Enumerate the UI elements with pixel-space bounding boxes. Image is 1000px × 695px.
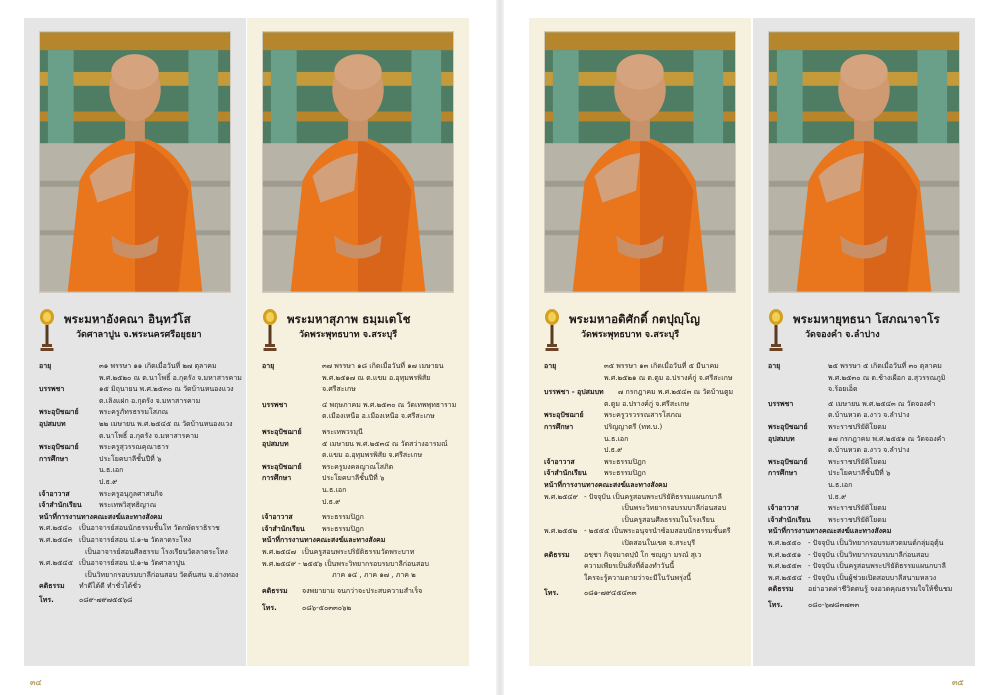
upasampada-line: ๑๗ กรกฎาคม พ.ศ.๒๕๕๑ ณ วัดจองคำ	[828, 434, 946, 443]
ordination-line: ๔ พฤษภาคม พ.ศ.๒๕๓๐ ณ วัดเทพพุทธาราม	[322, 400, 457, 409]
duties-heading: หน้าที่การงานทางคณะสงฆ์และทางสังคม	[768, 527, 892, 536]
education-label: การศึกษา	[39, 454, 69, 463]
page-number-right: ๓๕	[952, 678, 964, 687]
phone-label: โทร.	[262, 604, 277, 613]
preceptor-label: พระอุปัชฌาย์	[768, 457, 808, 466]
motto-label: คติธรรม	[39, 582, 65, 591]
abbot-label: เจ้าอาวาส	[39, 489, 70, 498]
duty-line: ภาค ๑๔ , ภาค ๑๗ , ภาค ๒	[332, 571, 416, 580]
monk-temple: วัดพระพุทธบาท จ.สระบุรี	[299, 330, 398, 340]
duty-line: เป็นอาจารย์สอน ป.๑-๒ วัดศาลาปูน	[79, 559, 185, 568]
duty-line: - ปัจจุบัน เป็นครูสอนพระปริยัติธรรมแผนกบาลี	[808, 562, 946, 571]
preceptor-label: พระอุปัชฌาย์	[39, 408, 79, 417]
duty-line: - ปัจจุบัน เป็นครูสอนพระปริยัติธรรมแผนกบาลี	[584, 492, 722, 501]
monk-name: พระมหาอดิศักดิ์ กตปุญฺโญ	[569, 312, 700, 326]
motto-label: คติธรรม	[262, 586, 288, 595]
monk-temple: วัดพระพุทธบาท จ.สระบุรี	[581, 330, 680, 340]
duty-line: เป็นอาจารย์สอนนักธรรมชั้นโท วัดกษัตราธิราช	[79, 524, 220, 533]
age-line: ๒๕ พรรษา ๕ เกิดเมื่อวันที่ ๓๐ ตุลาคม	[828, 362, 942, 370]
residence-label: เจ้าสำนักเรียน	[262, 524, 305, 533]
phone-label: โทร.	[768, 600, 783, 609]
monk-bio	[39, 361, 240, 606]
education-line: ป.ธ.๙	[99, 477, 118, 486]
upasampada-label: อุปสมบท	[768, 434, 795, 443]
education-line: น.ธ.เอก	[604, 434, 629, 443]
education-line: ประโยคบาลีชั้นปีที่ ๖	[828, 469, 891, 478]
phone-label: โทร.	[544, 589, 559, 598]
phone-value: ๐๘๐-๖๗๘๓๗๓๓	[808, 600, 860, 609]
age-line: ๓๕ พรรษา ๑๓ เกิดเมื่อวันที่ ๕ มีนาคม	[604, 362, 719, 370]
duties-heading: หน้าที่การงานทางคณะสงฆ์และทางสังคม	[39, 512, 163, 521]
age-label: อายุ	[544, 362, 557, 370]
ordination-line: ต.เลิงแฝก อ.กุดรัง จ.มหาสารคาม	[99, 396, 201, 405]
fan-emblem-icon	[768, 308, 784, 354]
upasampada-line: ต.แขม อ.อุทุมพรพิสัย จ.ศรีสะเกษ	[322, 451, 423, 460]
ordination-line: ๑๕ มิถุนายน พ.ศ.๒๕๓๐ ณ วัดบ้านหนองแวง	[99, 385, 234, 394]
duty-date: พ.ศ.๒๕๕๑	[768, 550, 802, 559]
motto-line: ใครจะรู้ความตายว่าจะมีในวันพรุ่งนี้	[584, 573, 692, 582]
preceptor-value: พระราชปริยัติโยดม	[828, 422, 887, 431]
preceptor-value: พระครูวรวรรณสารโสภณ	[604, 411, 682, 420]
monk-photo	[768, 31, 960, 293]
motto-label: คติธรรม	[544, 550, 570, 559]
motto-line: ความเพียรเป็นสิ่งที่ต้องทำวันนี้	[584, 562, 675, 571]
duty-line: - ปัจจุบัน เป็นผู้ช่วยเปิดสอบบาลีสนามหลวง	[808, 573, 937, 582]
duty-date: พ.ศ.๒๕๕๐	[768, 538, 801, 547]
fan-emblem-icon	[39, 308, 55, 354]
age-line: พ.ศ.๒๕๒๐ ณ ต.นาโพธิ์ อ.กุดรัง จ.มหาสารคาม	[99, 373, 242, 382]
duty-line: เปิดสอนในเขต จ.สระบุรี	[622, 538, 696, 547]
education-line: ประโยคบาลีชั้นปีที่ ๖	[99, 454, 162, 463]
duty-date: พ.ศ.๒๕๕๒	[544, 527, 578, 536]
monk-temple: วัดศาลาปูน จ.พระนครศรีอยุธยา	[76, 330, 202, 340]
motto-value: อย่าอวดค่าชีวิตตนรู้ จงอวดคุณธรรมใจให้ชื่นชม	[808, 585, 953, 594]
ordination-upasampada-line: ๗ กรกฎาคม พ.ศ.๒๕๔๓ ณ วัดบ้านตูม	[618, 388, 734, 397]
upasampada-preceptor-value: พระครูสุวรรณคุณาธาร	[99, 443, 169, 452]
monk-photo	[262, 31, 454, 293]
upasampada-preceptor-value: พระราชปริยัติโยดม	[828, 457, 887, 466]
monk-name: พระมหาอังคณา อินฺทวํโส	[64, 312, 191, 326]
duty-date: พ.ศ.๒๕๕๓	[768, 562, 802, 571]
phone-label: โทร.	[39, 595, 54, 604]
abbot-value: พระธรรมปิฎก	[604, 457, 646, 466]
age-label: อายุ	[768, 362, 781, 370]
education-line: น.ธ.เอก	[828, 480, 853, 489]
duty-date: พ.ศ.๒๕๔๙	[544, 492, 578, 501]
age-line: ๓๗ พรรษา ๑๘ เกิดเมื่อวันที่ ๑๗ เมษายน	[322, 362, 444, 370]
ordination-upasampada-line: ต.ตูม อ.ปรางค์กู่ จ.ศรีสะเกษ	[604, 399, 690, 408]
duty-line: เป็นอาจารย์สอนศีลธรรม โรงเรียนวัดลาดระโหง	[85, 547, 228, 556]
fan-emblem-icon	[544, 308, 560, 354]
duty-line: เป็นครูสอนศีลธรรมในโรงเรียน	[622, 515, 715, 524]
preceptor-label: พระอุปัชฌาย์	[544, 411, 584, 420]
education-line: ปริญญาตรี (ทท.บ.)	[604, 422, 663, 431]
monk-name: พระมหาสุภาพ ธมฺมเตโช	[287, 312, 411, 326]
duty-date: พ.ศ.๒๕๕๔	[768, 573, 803, 582]
education-line: ป.ธ.๙	[604, 446, 623, 455]
motto-value: จงพยายาม จนกว่าจะประสบความสำเร็จ	[302, 586, 423, 595]
upasampada-line: ต.บ้านหวด อ.งาว จ.ลำปาง	[828, 446, 910, 455]
phone-value: ๐๘๖-๕๐๓๓๐๖๒	[302, 604, 352, 613]
education-label: การศึกษา	[768, 469, 798, 478]
ordination-upasampada-label: บรรพชา - อุปสมบท	[544, 388, 604, 397]
ordination-label: บรรพชา	[39, 385, 65, 394]
ordination-line: ๕ เมษายน พ.ศ.๒๕๔๓ ณ วัดจองคำ	[828, 399, 936, 408]
age-line: ๓๑ พรรษา ๑๑ เกิดเมื่อวันที่ ๒๗ ตุลาคม	[99, 362, 217, 370]
abbot-label: เจ้าอาวาส	[768, 504, 799, 513]
preceptor-value: พระเทพวรมุนี	[322, 427, 363, 436]
preceptor-label: พระอุปัชฌาย์	[768, 422, 808, 431]
duty-date: พ.ศ.๒๕๔๓	[39, 535, 73, 544]
residence-value: พระธรรมปิฎก	[322, 524, 364, 533]
ordination-line: ต.เมืองเหนือ อ.เมืองเหนือ จ.ศรีสะเกษ	[322, 412, 435, 421]
upasampada-line: ต.นาโพธิ์ อ.กุดรัง จ.มหาสารคาม	[99, 431, 199, 440]
upasampada-label: อุปสมบท	[39, 419, 66, 428]
duty-date: พ.ศ.๒๕๔๕	[39, 559, 74, 568]
monk-bio	[544, 361, 745, 600]
monk-temple: วัดจองคำ จ.ลำปาง	[805, 330, 880, 340]
monk-photo	[39, 31, 231, 293]
preceptor-value: พระครูภัทรธรรมโสภณ	[99, 408, 169, 417]
duty-line: - ปัจจุบัน เป็นวิทยากรอบรมสวดมนต์กลุ่มอุตุ้น	[808, 538, 944, 547]
page-gutter	[496, 0, 504, 695]
duty-line: เป็นพระวิทยากรอบรมบาลีก่อนสอบ	[622, 504, 727, 513]
duty-line: เป็นอาจารย์สอน ป.๑-๒ วัดลาดระโหง	[79, 535, 192, 544]
monk-name: พระมหายุทธนา โสภณาจาโร	[793, 312, 940, 326]
duty-line: เป็นพระวิทยากรอบรมบาลีก่อนสอบ	[324, 559, 429, 568]
duty-date: พ.ศ.๒๕๔๙ - ๒๕๕๖	[262, 559, 323, 568]
abbot-value: พระครูอนุกูลศาสนกิจ	[99, 489, 163, 498]
abbot-value: พระธรรมปิฎก	[322, 513, 364, 522]
duty-line: เป็นครูสอนพระปริยัติธรรมวัดพระบาท	[302, 547, 415, 556]
residence-label: เจ้าสำนักเรียน	[768, 515, 811, 524]
upasampada-preceptor-value: พระครูมงคลญาณโสภิต	[322, 462, 394, 471]
duty-date: พ.ศ.๒๕๔๗	[262, 547, 296, 556]
motto-line: อชฺชา กิจฺจมาตปฺปํ โก ชญฺญา มรณํ สุเว	[584, 550, 702, 559]
preceptor-label: พระอุปัชฌาย์	[262, 462, 302, 471]
ordination-line: ต.บ้านหวด อ.งาว จ.ลำปาง	[828, 411, 910, 420]
duty-date: พ.ศ.๒๕๔๐	[39, 524, 72, 533]
abbot-label: เจ้าอาวาส	[262, 513, 293, 522]
age-label: อายุ	[39, 362, 52, 370]
preceptor-label: พระอุปัชฌาย์	[262, 427, 302, 436]
age-line: พ.ศ.๒๕๒๑ ณ ต.ตูม อ.ปรางค์กู่ จ.ศรีสะเกษ	[604, 373, 733, 382]
monk-profile-1	[24, 18, 246, 666]
page-number-left: ๓๔	[30, 678, 42, 687]
residence-value: พระธรรมปิฎก	[604, 469, 646, 478]
monk-bio	[768, 361, 969, 611]
monk-photo	[544, 31, 736, 293]
upasampada-line: ๕ เมษายน พ.ศ.๒๕๓๔ ณ วัดสว่างอารมณ์	[322, 439, 448, 448]
age-line: จ.ศรีสะเกษ	[322, 385, 356, 394]
fan-emblem-icon	[262, 308, 278, 354]
duty-line: - ปัจจุบัน เป็นวิทยากรอบรมบาลีก่อนสอบ	[808, 550, 929, 559]
phone-value: ๐๘๑-๗๙๔๕๔๓๓	[584, 589, 637, 598]
residence-label: เจ้าสำนักเรียน	[39, 501, 82, 510]
education-label: การศึกษา	[544, 422, 574, 431]
monk-profile-4	[753, 18, 975, 666]
education-line: ป.ธ.๙	[828, 492, 847, 501]
age-line: พ.ศ.๒๕๓๐ ณ ต.ช้างเผือก อ.สุวรรณภูมิ	[828, 373, 946, 382]
motto-label: คติธรรม	[768, 585, 794, 594]
age-label: อายุ	[262, 362, 275, 370]
residence-value: พระราชปริยัติโยดม	[828, 515, 887, 524]
preceptor-label: พระอุปัชฌาย์	[39, 443, 79, 452]
phone-value: ๐๘๙-๗๙๗๕๕๖๘	[79, 595, 133, 604]
education-line: ประโยคบาลีชั้นปีที่ ๖	[322, 474, 385, 483]
motto-value: ทำดีได้ดี ทำชั่วได้ชั่ว	[79, 582, 141, 591]
education-line: น.ธ.เอก	[99, 466, 124, 475]
monk-profile-3	[529, 18, 751, 666]
upasampada-line: ๒๒ เมษายน พ.ศ.๒๕๔๕ ณ วัดบ้านหนองแวง	[99, 419, 233, 428]
monk-bio	[262, 361, 463, 615]
age-line: พ.ศ.๒๕๑๗ ณ ต.แขม อ.อุทุมพรพิสัย	[322, 373, 431, 382]
abbot-value: พระราชปริยัติโยดม	[828, 504, 887, 513]
education-label: การศึกษา	[262, 474, 292, 483]
residence-value: พระเทพวิสุทธิญาณ	[99, 501, 157, 510]
residence-label: เจ้าสำนักเรียน	[544, 469, 587, 478]
age-line: จ.ร้อยเอ็ด	[828, 385, 858, 394]
duty-line: เป็นวิทยากรอบรมบาลีก่อนสอบ วัดต้นสน จ.อ่างทอง	[85, 570, 239, 579]
ordination-label: บรรพชา	[262, 400, 288, 409]
duties-heading: หน้าที่การงานทางคณะสงฆ์และทางสังคม	[262, 536, 386, 545]
education-line: ป.ธ.๙	[322, 497, 341, 506]
ordination-label: บรรพชา	[768, 399, 794, 408]
abbot-label: เจ้าอาวาส	[544, 457, 575, 466]
duty-line: - ๒๕๕๕ เป็นพระอนุจรนำซ้อมสอบนักธรรมชั้นตรี	[584, 527, 731, 536]
upasampada-label: อุปสมบท	[262, 439, 289, 448]
duties-heading: หน้าที่การงานทางคณะสงฆ์และทางสังคม	[544, 480, 668, 489]
monk-profile-2	[247, 18, 469, 666]
education-line: น.ธ.เอก	[322, 485, 347, 494]
